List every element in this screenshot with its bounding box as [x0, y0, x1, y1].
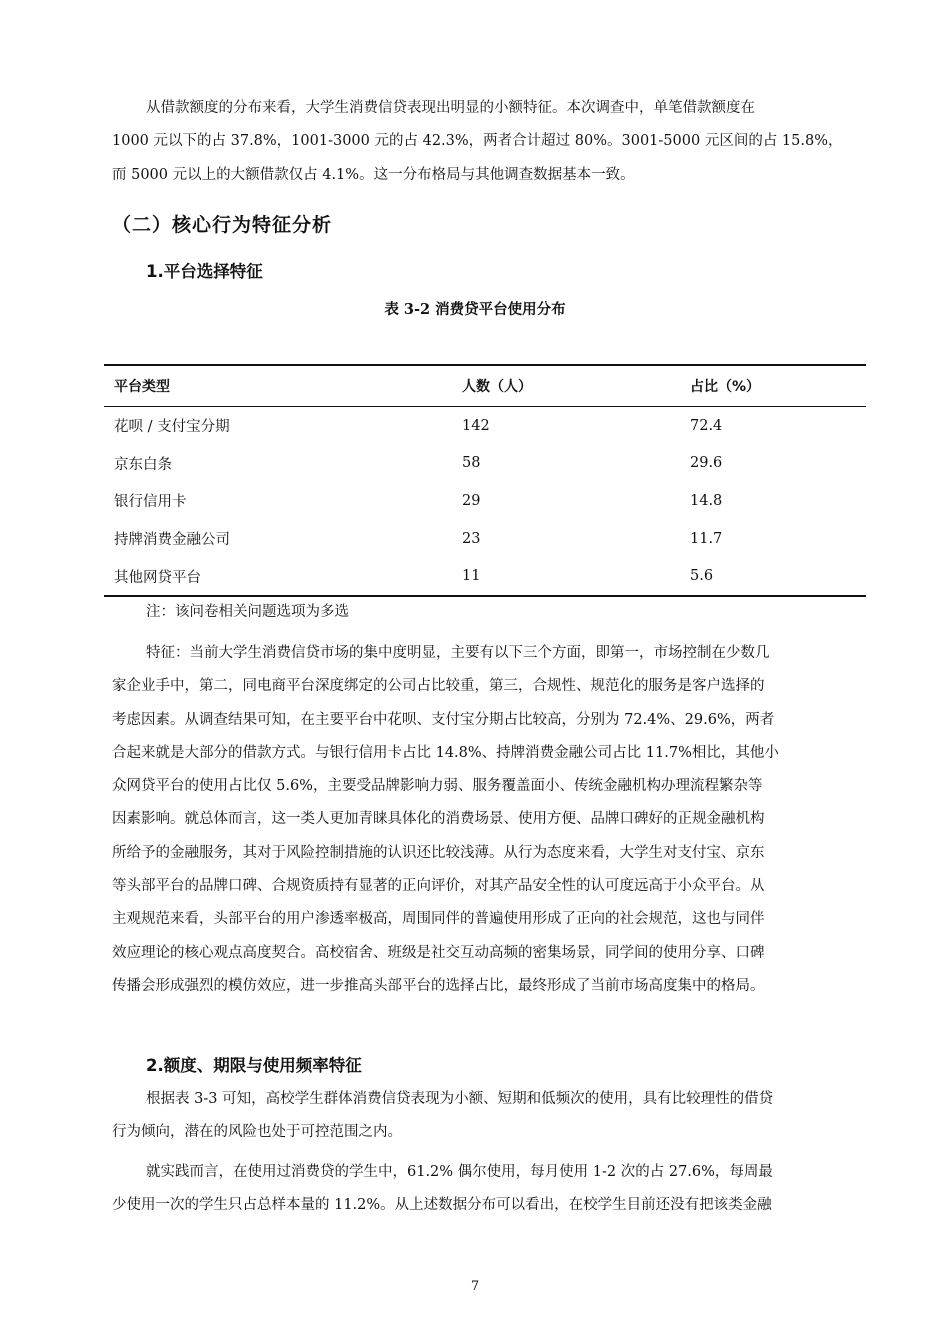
table-caption: 表 3-2 消费贷平台使用分布: [384, 301, 566, 318]
table-note: 注：该问卷相关问题选项为多选: [146, 604, 349, 620]
cell-count: 142: [462, 417, 490, 434]
text-line: 1000 元以下的占 37.8%，1001-3000 元的占 42.3%，两者合计超过 80%。3001-5000 元区间的占 15.8%，: [112, 133, 843, 150]
cell-count: 58: [462, 455, 481, 472]
table-row: [104, 482, 866, 520]
section-heading: （二）核心行为特征分析: [112, 214, 333, 236]
cell-platform: 其他网贷平台: [114, 569, 201, 586]
cell-percent: 11.7: [690, 530, 723, 547]
cell-platform: 持牌消费金融公司: [114, 532, 230, 549]
cell-count: 29: [462, 492, 481, 509]
text-line: 行为倾向，潜在的风险也处于可控范围之内。: [112, 1124, 402, 1141]
table-header-row: [104, 365, 866, 407]
page-number: 7: [470, 1279, 480, 1294]
text-line: 主观规范来看，头部平台的用户渗透率极高，周围同伴的普遍使用形成了正向的社会规范，这也与同伴: [112, 911, 765, 928]
text-line: 因素影响。就总体而言，这一类人更加青睐具体化的消费场景、使用方便、品牌口碑好的正规金融机构: [112, 811, 765, 828]
paragraph-usage-frequency: [112, 1156, 860, 1223]
text-line: 众网贷平台的使用占比仅 5.6%，主要受品牌影响力弱、服务覆盖面小、传统金融机构办理流程繁杂等: [112, 778, 763, 795]
cell-count: 23: [462, 530, 481, 547]
cell-percent: 14.8: [690, 492, 723, 509]
text-line: 家企业手中，第二，同电商平台深度绑定的公司占比较重，第三，合规性、规范化的服务是客户选择的: [112, 678, 765, 695]
text-line: 合起来就是大部分的借款方式。与银行信用卡占比 14.8%、持牌消费金融公司占比 11.7%相比，其他小: [112, 744, 779, 761]
paragraph-loan-amount: [112, 92, 860, 192]
text-line: 效应理论的核心观点高度契合。高校宿舍、班级是社交互动高频的密集场景，同学间的使用分享、口碑: [112, 944, 765, 961]
text-line: 从借款额度的分布来看，大学生消费信贷表现出明显的小额特征。本次调查中，单笔借款额度在: [146, 100, 755, 116]
text-line: 而 5000 元以上的大额借款仅占 4.1%。这一分布格局与其他调查数据基本一致。: [112, 166, 635, 183]
text-line: 特征：当前大学生消费信贷市场的集中度明显，主要有以下三个方面，即第一，市场控制在少数几: [146, 645, 770, 661]
cell-platform: 银行信用卡: [114, 494, 187, 511]
subheading-platform-choice: 1.平台选择特征: [146, 262, 263, 281]
paragraph-table-3-3: [112, 1083, 860, 1150]
text-line: 少使用一次的学生只占总样本量的 11.2%。从上述数据分布可以看出，在校学生目前还没有把该类金融: [112, 1197, 772, 1214]
text-line: 根据表 3-3 可知，高校学生群体消费信贷表现为小额、短期和低频次的使用，具有比较理性的借贷: [146, 1091, 774, 1107]
cell-count: 11: [462, 568, 481, 585]
header-percent: 占比（%）: [690, 379, 761, 395]
cell-platform: 花呗 / 支付宝分期: [114, 419, 230, 436]
table-row: [104, 557, 866, 596]
header-count: 人数（人）: [462, 379, 532, 395]
cell-percent: 72.4: [690, 417, 723, 434]
table-row: [104, 445, 866, 483]
cell-platform: 京东白条: [114, 456, 172, 473]
header-platform-type: 平台类型: [114, 379, 170, 395]
text-line: 考虑因素。从调查结果可知，在主要平台中花呗、支付宝分期占比较高，分别为 72.4%、29.6%，两者: [112, 711, 775, 728]
text-line: 传播会形成强烈的模仿效应，进一步推高头部平台的选择占比，最终形成了当前市场高度集中的格局。: [112, 977, 765, 994]
table-row: [104, 407, 866, 445]
subheading-amount-term-frequency: 2.额度、期限与使用频率特征: [146, 1056, 362, 1075]
text-line: 等头部平台的品牌口碑、合规资质持有显著的正向评价，对其产品安全性的认可度远高于小众平台。从: [112, 878, 765, 895]
platform-usage-table: [104, 364, 866, 597]
text-line: 就实践而言，在使用过消费贷的学生中，61.2% 偶尔使用，每月使用 1-2 次的占 27.6%，每周最: [146, 1164, 773, 1180]
paragraph-features: [112, 637, 860, 1003]
cell-percent: 29.6: [690, 455, 723, 472]
cell-percent: 5.6: [690, 568, 714, 585]
text-line: 所给予的金融服务，其对于风险控制措施的认识还比较浅薄。从行为态度来看，大学生对支付宝、京东: [112, 844, 765, 861]
table-row: [104, 520, 866, 558]
